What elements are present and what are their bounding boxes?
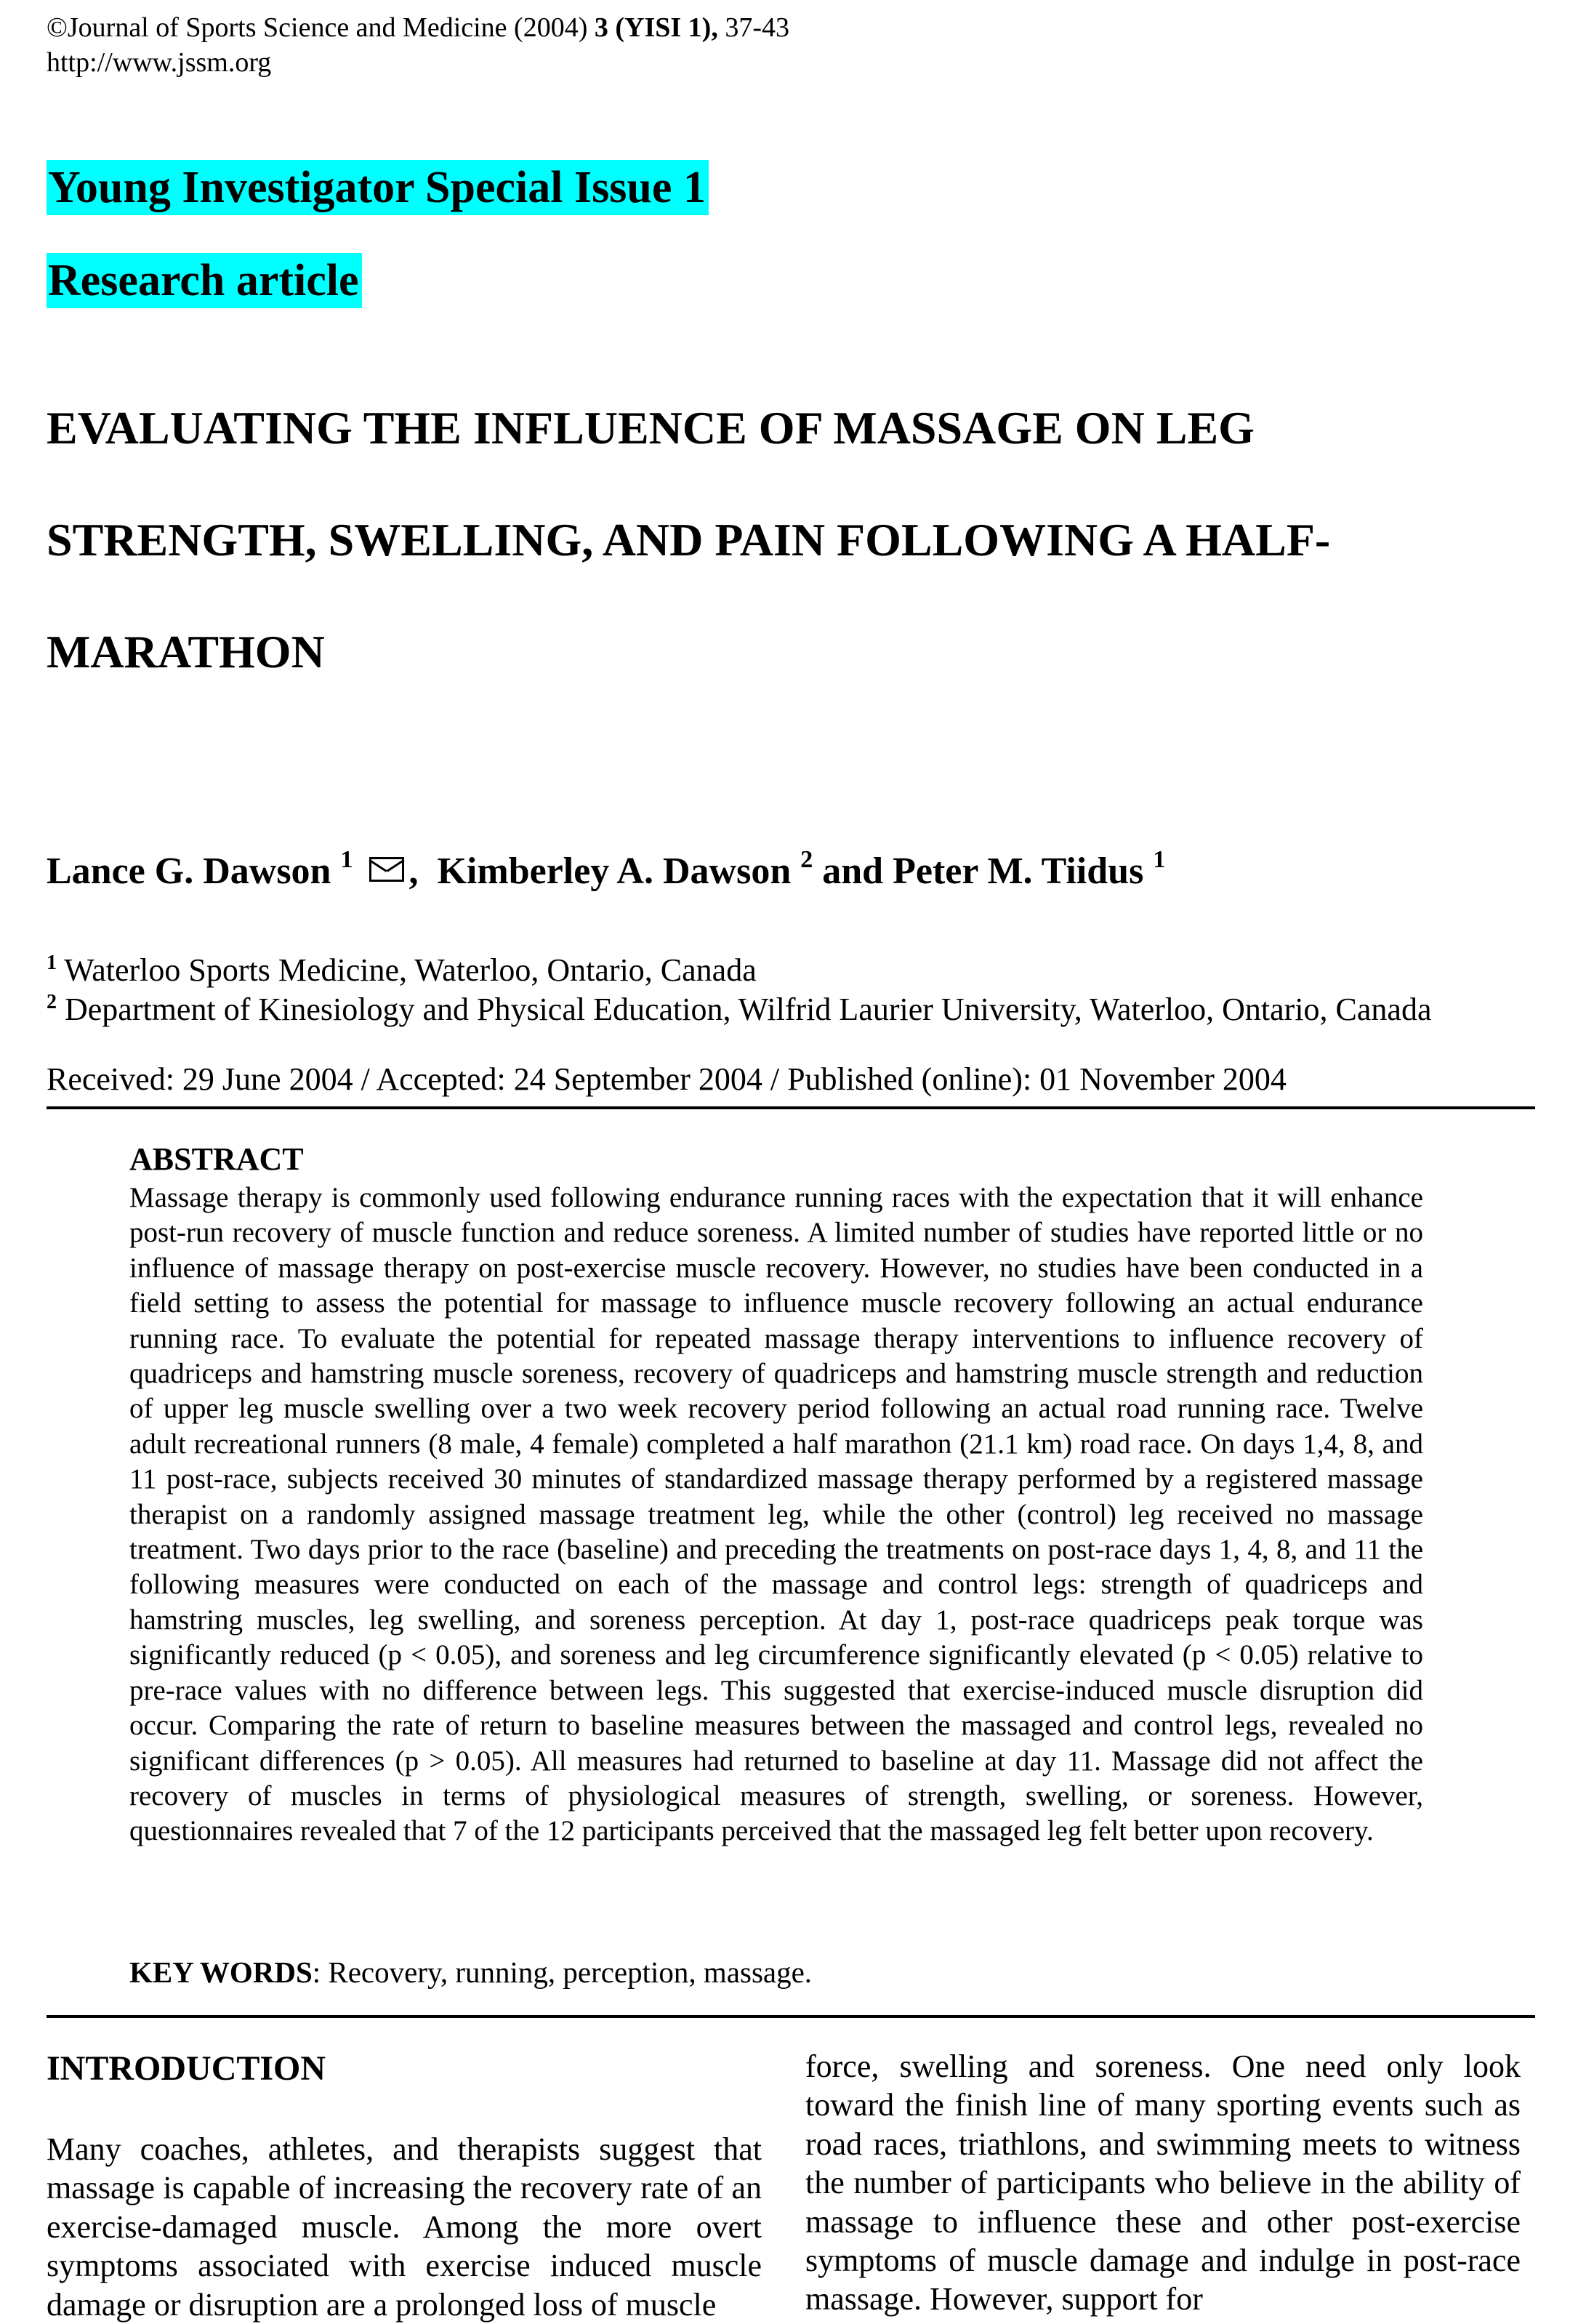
body-column-right: force, swelling and soreness. One need only look toward the finish line of many sporting events such as road races, triathlons, and swimming meets to witness the number of participants who believe in the ability of massage to influence these and other post-exercise symptoms of muscle damage and indulge in post-race massage. However, support for [805,2048,1521,2317]
body-column-left: Many coaches, athletes, and therapists suggest that massage is capable of increasing the recovery rate of an exercise-damaged muscle. Among the more overt symptoms associated with exercise induced muscle damage or disruption are a prolonged loss of muscle [47,2131,762,2323]
author-name: Peter M. Tiidus [893,851,1144,892]
affiliation-number: 1 [47,952,57,974]
abstract-heading: ABSTRACT [129,1141,304,1177]
author-name: Kimberley A. Dawson [437,851,792,892]
issue-label: Young Investigator Special Issue 1 [47,160,709,215]
journal-citation [47,10,789,45]
title-line-1: EVALUATING THE INFLUENCE OF MASSAGE ON LEG [47,402,1255,454]
abstract-text: Massage therapy is commonly used following endurance running races with the expectation that it will enhance post-run recovery of muscle function and reduce soreness. A limited number of studies have reported little or no influence of massage therapy on post-exercise muscle recovery. However, no studies have been conducted in a field setting to assess the potential for massage to influence muscle recovery following an actual endurance running race. To evaluate the potential for repeated massage therapy interventions to influence recovery of quadriceps and hamstring muscle soreness, recovery of quadriceps and hamstring muscle strength and reduction of upper leg muscle swelling over a two week recovery period following an actual road running race. Twelve adult recreational runners (8 male, 4 female) completed a half marathon (21.1 km) road race. On days 1,4, 8, and 11 post-race, subjects received 30 minutes of standardized massage therapy performed by a registered massage therapist on a randomly assigned massage treatment leg, while the other (control) leg received no massage treatment. Two days prior to the race (baseline) and preceding the treatments on post-race days 1, 4, 8, and 11 the following measures were conducted on each of the massage and control legs: strength of quadriceps and hamstring muscles, leg swelling, and soreness perception. At day 1, post-race quadriceps peak torque was significantly reduced (p < 0.05), and soreness and leg circumference significantly elevated (p < 0.05) relative to pre-race values with no difference between legs. This suggested that exercise-induced muscle disruption did occur. Comparing the rate of return to baseline measures between the massaged and control legs, revealed no significant differences (p > 0.05). All measures had returned to baseline at day 11. Massage did not affect the recovery of muscles in terms of physiological measures of strength, swelling, or soreness. However, questionnaires revealed that 7 of the 12 participants perceived that the massaged leg felt better upon recovery. [129,1182,1423,1847]
affiliation-text: Department of Kinesiology and Physical Education, Wilfrid Laurier University, Waterloo, Ontario, Canada [65,992,1432,1027]
keywords-label: KEY WORDS [129,1955,313,1989]
affiliation-number: 2 [47,991,57,1013]
author-separator: , [408,851,438,892]
journal-volume: 3 (YISI 1), [594,12,718,43]
author-list [47,846,1165,893]
publication-dates: Received: 29 June 2004 / Accepted: 24 September 2004 / Published (online): 01 November 2004 [47,1061,1287,1097]
affiliation-marker: 1 [1153,846,1166,873]
title-line-3: MARATHON [47,626,325,678]
journal-pages: 37-43 [717,12,789,43]
affiliation-marker: 2 [800,846,813,873]
divider [47,1106,1535,1109]
title-line-2: STRENGTH, SWELLING, AND PAIN FOLLOWING A HALF- [47,514,1331,566]
keywords-text: : Recovery, running, perception, massage. [312,1955,813,1989]
affiliation [47,983,1431,1029]
affiliation-marker: 1 [340,846,353,873]
divider [47,2015,1535,2018]
affiliation-text: Waterloo Sports Medicine, Waterloo, Ontario, Canada [64,952,757,988]
journal-url[interactable]: http://www.jssm.org [47,47,272,78]
author-name: Lance G. Dawson [47,851,331,892]
article-type: Research article [47,253,362,308]
author-separator: and [813,851,893,892]
journal-name: ©Journal of Sports Science and Medicine (2004) [47,12,595,43]
envelope-icon[interactable] [369,857,404,882]
introduction-heading: INTRODUCTION [47,2049,326,2088]
keywords [129,1954,812,1990]
